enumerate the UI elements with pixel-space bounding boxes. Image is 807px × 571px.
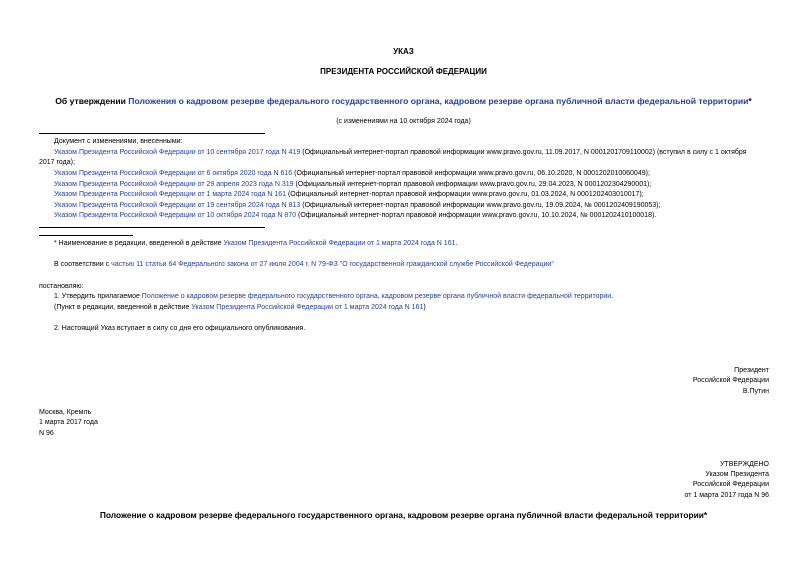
- approval-heading: [0, 96, 807, 107]
- footnote-prefix: * Наименование в редакции, введенной в действие: [54, 240, 224, 247]
- signature-position: Президент: [734, 367, 769, 374]
- change-item-link[interactable]: Указом Президента Российской Федерации от 19 сентября 2024 года N 813: [54, 202, 301, 209]
- document-type-title: УКАЗ: [393, 47, 414, 56]
- revision-note: (с изменениями на 10 октября 2024 года): [336, 118, 471, 125]
- changes-bottom-divider: [39, 227, 265, 228]
- decree-item-1-suffix: .: [611, 293, 614, 300]
- preamble-prefix: В соответствии с: [54, 261, 112, 268]
- change-item: [54, 190, 644, 200]
- change-item-link[interactable]: Указом Президента Российской Федерации от 10 октября 2024 года N 870: [54, 212, 297, 219]
- approved-line-3: Российской Федерации: [692, 481, 769, 488]
- change-item-text: (Официальный интернет-портал правовой информации www.pravo.gov.ru, 29.04.2023, N 0001202304290001);: [293, 181, 652, 188]
- preamble: [54, 260, 554, 270]
- decree-item-1-note-suffix: ): [423, 304, 426, 311]
- change-item-link[interactable]: Указом Президента Российской Федерации от 29 апреля 2023 года N 319: [54, 181, 294, 188]
- issuer-title: ПРЕЗИДЕНТА РОССИЙСКОЙ ФЕДЕРАЦИИ: [320, 67, 487, 76]
- change-item-link[interactable]: Указом Президента Российской Федерации от 1 марта 2024 года N 161: [54, 191, 286, 198]
- change-item: [54, 211, 656, 221]
- changes-intro: Документ с изменениями, внесенными:: [54, 138, 183, 145]
- approved-label: УТВЕРЖДЕНО: [719, 461, 769, 468]
- decree-item-1: [54, 292, 613, 302]
- decree-item-1-note-link[interactable]: Указом Президента Российской Федерации от 1 марта 2024 года N 161: [191, 304, 424, 311]
- regulation-title: Положение о кадровом резерве федерального государственного органа, кадровом резерве органа публичной власти федеральной территории*: [99, 510, 708, 520]
- decree-word: постановляю:: [39, 283, 84, 290]
- footnote: [54, 239, 457, 249]
- signature-name: В.Путин: [742, 388, 769, 395]
- decree-item-2: 2. Настоящий Указ вступает в силу со дня его официального опубликования.: [54, 325, 306, 332]
- change-item-link[interactable]: Указом Президента Российской Федерации от 10 сентября 2017 года N 419: [54, 149, 301, 156]
- decree-item-1-prefix: 1. Утвердить прилагаемое: [54, 293, 142, 300]
- changes-top-divider: [39, 133, 265, 134]
- place: Москва, Кремль: [39, 409, 92, 416]
- change-item: [54, 148, 746, 158]
- approval-heading-prefix: Об утверждении: [55, 96, 129, 106]
- change-item-text: (Официальный интернет-портал правовой информации www.pravo.gov.ru, 10.10.2024, № 0001202410100018).: [296, 212, 657, 219]
- decree-item-1-link[interactable]: Положение о кадровом резерве федерального государственного органа, кадровом резерве органа публичной власти федеральной территории: [141, 293, 612, 300]
- approval-heading-star: *: [748, 96, 752, 106]
- approval-heading-link[interactable]: Положения о кадровом резерве федерального государственного органа, кадровом резерве органа публичной власти федеральной территории: [128, 96, 749, 106]
- change-item: [54, 169, 650, 179]
- preamble-law-link[interactable]: частью 11 статьи 64 Федерального закона от 27 июля 2004 г. N 79-ФЗ "О государственной гражданской службе Российской Федерации": [111, 261, 554, 268]
- approved-line-2: Указом Президента: [705, 471, 769, 478]
- signature-country: Российской Федерации: [692, 377, 769, 384]
- footnote-divider: [39, 235, 133, 236]
- decree-number: N 96: [39, 430, 54, 437]
- change-item-text: (Официальный интернет-портал правовой информации www.pravo.gov.ru, 06.10.2020, N 0001202010060049);: [292, 170, 650, 177]
- change-item-text: (Официальный интернет-портал правовой информации www.pravo.gov.ru, 19.09.2024, № 0001202409190053);: [300, 202, 661, 209]
- decree-item-1-note-prefix: (Пункт в редакции, введенной в действие: [54, 304, 192, 311]
- approved-line-4: от 1 марта 2017 года N 96: [684, 492, 769, 499]
- date: 1 марта 2017 года: [39, 419, 98, 426]
- change-item-text: (Официальный интернет-портал правовой информации www.pravo.gov.ru, 11.09.2017, N 0001201709110002) (вступил в силу с 1 октября: [300, 149, 747, 156]
- footnote-link[interactable]: Указом Президента Российской Федерации от 1 марта 2024 года N 161: [223, 240, 456, 247]
- change-item-text: (Официальный интернет-портал правовой информации www.pravo.gov.ru, 01.03.2024, N 0001202403010017);: [286, 191, 644, 198]
- change-item-continuation: 2017 года);: [39, 159, 75, 166]
- change-item-link[interactable]: Указом Президента Российской Федерации от 6 октября 2020 года N 616: [54, 170, 293, 177]
- change-item: [54, 201, 660, 211]
- decree-item-1-note: [54, 303, 426, 313]
- change-item: [54, 180, 651, 190]
- footnote-suffix: .: [455, 240, 458, 247]
